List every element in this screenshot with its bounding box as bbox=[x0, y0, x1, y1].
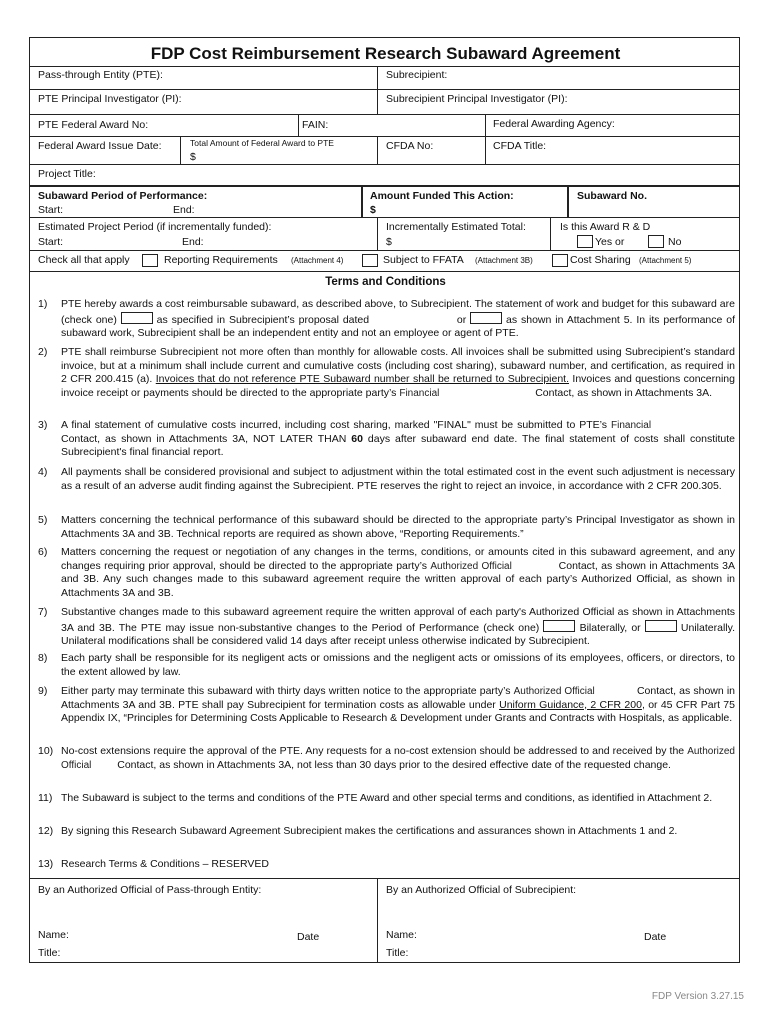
subrecipient-label: Subrecipient: bbox=[386, 69, 448, 81]
term-text: Contact, as shown in Attachments 3A and 3B. PTE shall pay Subrecipient for termination costs as allowable under bbox=[61, 685, 735, 711]
term-5 bbox=[38, 514, 735, 541]
col-divider bbox=[567, 185, 569, 217]
sub-signature-label: By an Authorized Official of Subrecipient: bbox=[386, 884, 577, 896]
term-9 bbox=[38, 685, 735, 726]
term-text-underlined: Invoices that do not reference PTE Subaward number shall be returned to Subrecipient. bbox=[155, 373, 570, 385]
term-number: 8) bbox=[38, 652, 48, 664]
ffata-attachment: (Attachment 3B) bbox=[475, 256, 533, 265]
contact-type-fill[interactable]: Financial bbox=[611, 420, 652, 431]
term-text: Bilaterally, or bbox=[579, 621, 641, 634]
reporting-checkbox[interactable] bbox=[142, 254, 158, 267]
term-number: 11) bbox=[38, 792, 53, 804]
days-value: 60 bbox=[351, 432, 363, 445]
check-all-label: Check all that apply bbox=[38, 254, 130, 266]
term-11 bbox=[38, 792, 735, 806]
row-divider bbox=[30, 114, 739, 115]
period-start-label: Start: bbox=[38, 204, 64, 216]
sub-date-label: Date bbox=[644, 931, 667, 943]
term-text: Contact, as shown in Attachments 3A. bbox=[535, 386, 713, 399]
fain-label: FAIN: bbox=[302, 119, 329, 131]
row-divider bbox=[30, 271, 739, 272]
rd-question-label: Is this Award R & D bbox=[560, 221, 651, 233]
term-number: 10) bbox=[38, 745, 54, 757]
contact-type-fill[interactable]: Authorized Official bbox=[61, 746, 735, 771]
col-divider bbox=[377, 66, 378, 114]
sub-title-label: Title: bbox=[386, 947, 409, 959]
form-title: FDP Cost Reimbursement Research Subaward Agreement bbox=[150, 44, 621, 63]
term-number: 7) bbox=[38, 606, 48, 618]
subaward-period-label: Subaward Period of Performance: bbox=[38, 190, 208, 202]
pte-signature-label: By an Authorized Official of Pass-through Entity: bbox=[38, 884, 262, 896]
estimated-period-label: Estimated Project Period (if incrementally funded): bbox=[38, 221, 272, 233]
term-10 bbox=[38, 745, 735, 772]
term-2 bbox=[38, 346, 735, 400]
term-text: No-cost extensions require the approval of the PTE. Any requests for a no-cost extension should be addressed to and received by the bbox=[61, 745, 685, 757]
col-divider bbox=[377, 136, 378, 164]
term-text: Matters concerning the request or negotiation of any changes in the terms, conditions, or amounts cited in this subaward agreement, and any changes requiring prior approval, should be directed to the appropriate party’s bbox=[61, 546, 735, 572]
federal-awarding-agency-label: Federal Awarding Agency: bbox=[493, 118, 615, 130]
ffata-label: Subject to FFATA bbox=[383, 254, 464, 266]
terms-heading: Terms and Conditions bbox=[325, 276, 446, 288]
term-text: A final statement of cumulative costs incurred, including cost sharing, marked "FINAL" must be submitted to PTE’s bbox=[61, 419, 608, 431]
amount-funded-dollar: $ bbox=[370, 204, 376, 216]
row-divider bbox=[30, 250, 739, 251]
sub-name-label: Name: bbox=[386, 929, 417, 941]
row-divider bbox=[30, 164, 739, 165]
term-text: All payments shall be considered provisional and subject to adjustment within the total estimated cost in the event such adjustment is necessary as a result of an adverse audit finding against the Subrecipient. PTE reserves the right to reject an invoice, in accordance with 2 CFR 200.305. bbox=[61, 466, 735, 492]
rd-yes-label: Yes or bbox=[595, 236, 625, 248]
estimated-end-label: End: bbox=[182, 236, 204, 248]
reporting-attachment: (Attachment 4) bbox=[291, 256, 344, 265]
row-divider bbox=[30, 89, 739, 90]
term-number: 1) bbox=[38, 298, 48, 310]
federal-award-issue-date-label: Federal Award Issue Date: bbox=[38, 140, 162, 152]
version-footer: FDP Version 3.27.15 bbox=[651, 991, 744, 1002]
term-text: Contact, as shown in Attachments 3A, NOT LATER THAN bbox=[61, 432, 347, 445]
bilateral-checkbox[interactable] bbox=[543, 620, 575, 632]
term-text: PTE shall reimburse Subrecipient not more often than monthly for allowable costs. All invoices shall be submitted using Subrecipient’s standard invoice, but at a minimum shall include current and cumulative costs (including cost sharing), subaward number, and certification, as required in 2 CFR 200.415 (a). bbox=[61, 346, 735, 385]
term-text: Unilaterally. Unilateral modifications shall be considered valid 14 days after receipt unless otherwise indicated by Subrecipient. bbox=[61, 621, 735, 647]
term-text: Matters concerning the technical performance of this subaward should be directed to the appropriate party’s Principal Investigator as shown in Attachments 3A and 3B. Technical reports are required as shown above, “Reporting Requirements.” bbox=[61, 514, 735, 540]
project-title-label: Project Title: bbox=[38, 168, 96, 180]
attachment5-option-checkbox[interactable] bbox=[470, 312, 502, 324]
col-divider bbox=[377, 217, 378, 250]
term-6 bbox=[38, 546, 735, 600]
total-amount-label: Total Amount of Federal Award to PTE bbox=[190, 138, 334, 148]
subrecipient-pi-label: Subrecipient Principal Investigator (PI): bbox=[386, 93, 568, 105]
term-number: 5) bbox=[38, 514, 48, 526]
term-12 bbox=[38, 825, 735, 839]
term-text: Substantive changes made to this subaward agreement require the written approval of each party's Authorized Official as shown in Attachments 3A and 3B. The PTE may issue non-substantive changes to the Period of Performance (check one) bbox=[61, 606, 735, 634]
term-text: Contact, as shown in Attachments 3A and 3B. Any such changes made to this subaward agreement require the written approval of each party’s Authorized Official, as shown in Attachments 3A and 3B. bbox=[61, 559, 735, 599]
term-number: 12) bbox=[38, 825, 54, 837]
subaward-no-label: Subaward No. bbox=[577, 190, 648, 202]
incrementally-total-label: Incrementally Estimated Total: bbox=[386, 221, 526, 233]
term-4 bbox=[38, 466, 735, 493]
rd-no-label: No bbox=[668, 236, 682, 248]
term-7 bbox=[38, 606, 735, 649]
row-divider bbox=[30, 66, 739, 67]
contact-type-fill[interactable]: Authorized Official bbox=[513, 686, 595, 697]
term-text: as specified in Subrecipient’s proposal dated bbox=[156, 313, 370, 326]
cost-sharing-label: Cost Sharing bbox=[570, 254, 631, 266]
pte-title-label: Title: bbox=[38, 947, 61, 959]
term-text: Contact, as shown in Attachments 3A, not less than 30 days prior to the desired effective date of the requested change. bbox=[117, 758, 671, 771]
amount-funded-label: Amount Funded This Action: bbox=[370, 190, 514, 202]
term-text: Invoices and questions concerning invoice receipt or payments should be directed to the appropriate party’s bbox=[61, 373, 735, 399]
term-text: Either party may terminate this subaward with thirty days written notice to the appropriate party’s bbox=[61, 685, 511, 697]
ffata-checkbox[interactable] bbox=[362, 254, 378, 267]
cost-sharing-attachment: (Attachment 5) bbox=[639, 256, 692, 265]
reporting-label: Reporting Requirements bbox=[164, 254, 278, 266]
pte-pi-label: PTE Principal Investigator (PI): bbox=[38, 93, 182, 105]
row-divider bbox=[30, 217, 739, 218]
col-divider bbox=[485, 136, 486, 164]
pte-federal-award-no-label: PTE Federal Award No: bbox=[38, 119, 149, 131]
contact-type-fill[interactable]: Financial bbox=[399, 387, 440, 399]
term-text: Each party shall be responsible for its negligent acts or omissions and the negligent acts or omissions of its employees, officers, or directors, to the extent allowed by law. bbox=[61, 652, 735, 678]
term-number: 13) bbox=[38, 858, 54, 870]
term-number: 2) bbox=[38, 346, 48, 358]
term-text: , or 45 CFR Part 75 Appendix IX, “Principles for Determining Costs Applicable to Research & Development under Grants and Contracts with Hospitals, as applicable. bbox=[61, 698, 735, 724]
col-divider bbox=[485, 114, 486, 136]
proposal-option-checkbox[interactable] bbox=[121, 312, 153, 324]
estimated-start-label: Start: bbox=[38, 236, 64, 248]
incrementally-total-dollar: $ bbox=[386, 236, 392, 248]
pass-through-entity-label: Pass-through Entity (PTE): bbox=[38, 69, 163, 81]
col-divider bbox=[180, 136, 181, 164]
col-divider bbox=[298, 114, 299, 136]
signature-column-divider bbox=[377, 878, 378, 962]
unilateral-checkbox[interactable] bbox=[645, 620, 677, 632]
term-text: Research Terms & Conditions – RESERVED bbox=[61, 858, 269, 870]
row-divider bbox=[30, 136, 739, 137]
term-text: PTE hereby awards a cost reimbursable subaward, as described above, to Subrecipient. The statement of work and budget for this subaward are (check one) bbox=[61, 298, 735, 326]
signature-divider bbox=[30, 878, 739, 879]
term-8 bbox=[38, 652, 735, 679]
term-text: or bbox=[456, 313, 467, 326]
term-number: 3) bbox=[38, 419, 48, 431]
pte-name-label: Name: bbox=[38, 929, 69, 941]
subaward-form bbox=[29, 37, 740, 963]
cfda-no-label: CFDA No: bbox=[386, 140, 434, 152]
term-3 bbox=[38, 419, 735, 460]
term-text: as shown in Attachment 5. In its performance of subaward work, Subrecipient shall be an independent entity and not an employee or agent of PTE. bbox=[61, 313, 735, 339]
term-number: 6) bbox=[38, 546, 48, 558]
rd-yes-checkbox[interactable] bbox=[577, 235, 593, 248]
col-divider bbox=[550, 217, 551, 250]
contact-type-fill[interactable]: Authorized Official bbox=[430, 560, 512, 572]
pte-date-label: Date bbox=[297, 931, 320, 943]
rd-no-checkbox[interactable] bbox=[648, 235, 664, 248]
term-13 bbox=[38, 858, 735, 872]
term-text-underlined: Uniform Guidance, 2 CFR 200 bbox=[499, 698, 642, 711]
term-text: By signing this Research Subaward Agreement Subrecipient makes the certifications and assurances shown in Attachments 1 and 2. bbox=[61, 825, 678, 837]
row-divider bbox=[30, 185, 739, 187]
period-end-label: End: bbox=[173, 204, 195, 216]
term-1 bbox=[38, 298, 735, 341]
cfda-title-label: CFDA Title: bbox=[493, 140, 547, 152]
term-number: 9) bbox=[38, 685, 48, 697]
term-text: The Subaward is subject to the terms and conditions of the PTE Award and other special terms and conditions, as identified in Attachment 2. bbox=[61, 792, 713, 804]
term-text: days after subaward end date. The final statement of costs shall constitute Subrecipient's final financial report. bbox=[61, 432, 735, 458]
col-divider bbox=[361, 185, 363, 217]
term-number: 4) bbox=[38, 466, 48, 478]
total-amount-dollar: $ bbox=[190, 151, 196, 163]
cost-sharing-checkbox[interactable] bbox=[552, 254, 568, 267]
